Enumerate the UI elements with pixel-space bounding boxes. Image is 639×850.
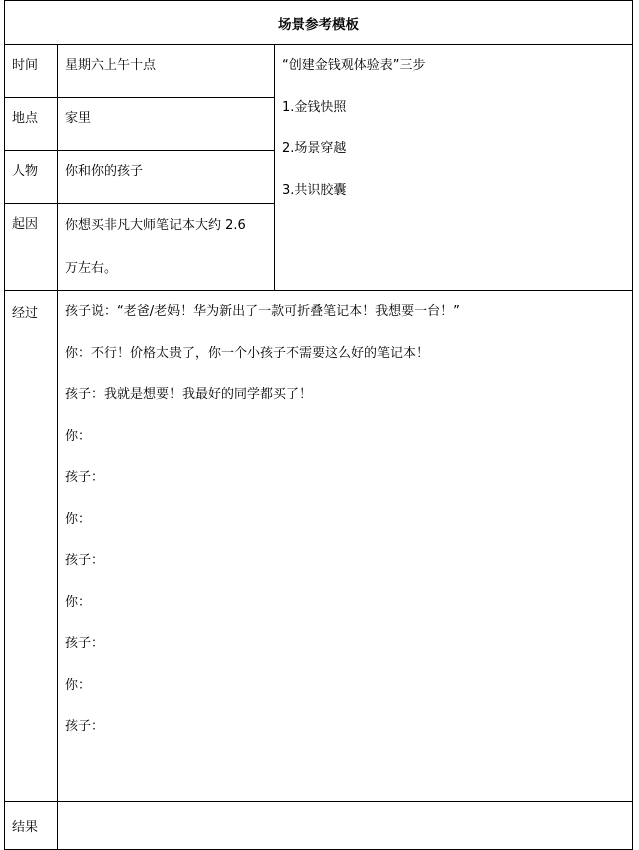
step-item: 2.场景穿越: [282, 141, 347, 157]
dialogue-line: 孩子：: [65, 553, 105, 568]
dialogue-line: 你：不行！价格太贵了，你一个小孩子不需要这么好的笔记本！: [65, 345, 430, 361]
dialogue-line: 孩子：: [65, 719, 105, 734]
reason-value: [58, 204, 275, 291]
dialogue-line: 你：: [65, 677, 92, 693]
place-value: 家里: [58, 98, 275, 151]
process-label: 经过: [5, 291, 58, 802]
scene-template-table: [4, 0, 633, 850]
dialogue-line: 孩子：我就是想要！我最好的同学都买了！: [65, 387, 313, 402]
reason-line: 你想买非凡大师笔记本大约 2.6: [65, 218, 246, 233]
time-label: 时间: [5, 45, 58, 98]
result-label: 结果: [5, 802, 58, 850]
table-title: 场景参考模板: [5, 1, 633, 45]
dialogue-line: 你：: [65, 594, 92, 610]
dialogue-line: 你：: [65, 511, 92, 527]
people-value: 你和你的孩子: [58, 151, 275, 204]
reason-line: 万左右。: [65, 261, 118, 276]
reason-label: 起因: [5, 204, 58, 291]
steps-heading: “创建金钱观体验表”三步: [282, 58, 426, 73]
result-value: [58, 802, 633, 850]
dialogue-line: 孩子：: [65, 470, 105, 485]
dialogue-line: 孩子：: [65, 636, 105, 651]
place-label: 地点: [5, 98, 58, 151]
step-item: 1.金钱快照: [282, 99, 347, 115]
time-value: 星期六上午十点: [58, 45, 275, 98]
process-content: [58, 291, 633, 802]
steps-cell: [275, 45, 633, 291]
dialogue-line: 你：: [65, 428, 92, 444]
dialogue-line: 孩子说：“老爸/老妈！华为新出了一款可折叠笔记本！我想要一台！”: [65, 304, 460, 319]
step-item: 3.共识胶囊: [282, 182, 347, 198]
people-label: 人物: [5, 151, 58, 204]
